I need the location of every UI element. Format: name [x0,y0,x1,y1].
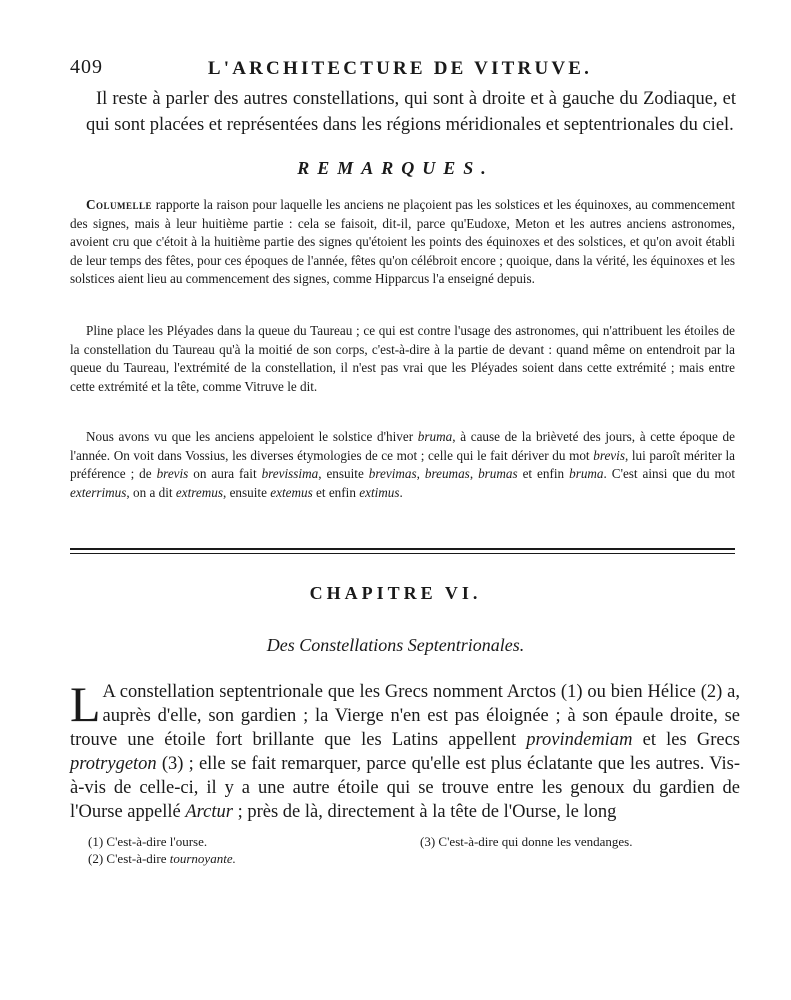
footnote-2-text: (2) C'est-à-dire [88,851,170,866]
term-extremus: extremus [175,484,223,500]
term-breumas: breumas [424,466,470,481]
term-bruma: bruma [417,429,453,444]
remark-3-text-a: Nous avons vu que les anciens appeloient le solstice d'hiver [86,429,418,444]
term-extimus: extimus [359,484,400,500]
footnotes-left-column [88,833,388,867]
body-text-d: ; près de là, directement à la tête de l'Ourse, le long [232,802,617,822]
chapter-title: CHAPITRE VI. [309,583,482,603]
term-provindemiam: provindemiam [526,730,633,750]
term-brevis: brevis [593,447,625,463]
remark-paragraph-3 [70,428,735,502]
body-text-c: (3) ; elle se fait remarquer, parce qu'elle est plus éclatante que les autres. Vis-à-vis de celle-ci, il y a une autre étoile qui se trouve entre les genoux du gardien de l'Ourse appellé [70,754,740,822]
remark-3-text-l: et enfin [312,484,360,500]
body-text-a: A constellation septentrionale que les Grecs nomment Arctos (1) ou bien Hélice (2) a, auprès d'elle, son gardien ; la Vierge n'en est pas éloignée ; à son épaule droite, se trouve une étoile fort brillante que les Latins appellent [70,682,740,750]
remark-3-text-g: , [469,466,479,481]
remark-3-text-d: on aura fait [188,466,262,481]
remark-3-text-e: , ensuite [318,466,369,481]
remark-3-text-k: , ensuite [222,484,271,500]
footnotes-right-column [420,833,740,850]
term-brumas: brumas [478,466,518,481]
footnote-1: (1) C'est-à-dire l'ourse. [88,834,208,849]
page-number: 409 [70,56,103,78]
remark-3-text-i: . C'est ainsi que du mot [603,466,736,481]
chapter-body-paragraph [70,676,740,824]
term-extemus: extemus [270,484,313,500]
term-protrygeton: protrygeton [70,754,157,774]
term-arctur: Arctur [185,802,233,822]
remark-3-text-h: et enfin [517,466,570,481]
remarks-heading: REMARQUES. [297,158,494,178]
footnote-2-term: tournoyante. [169,851,236,866]
footnote-2 [88,850,388,867]
term-brevis-2: brevis [156,466,189,481]
term-brevissima: brevissima [261,466,319,481]
intro-paragraph: Il reste à parler des autres constellations, qui sont à droite et à gauche du Zodiaque, et qui sont placées et représentées dans les régions méridionales et septentrionales du ciel. [86,89,736,135]
chapter-subtitle: Des Constellations Septentrionales. [266,635,525,655]
remark-3-text-m: . [399,484,403,500]
term-exterrimus: exterrimus [70,484,127,500]
remark-paragraph-2: Pline place les Pléyades dans la queue du Taureau ; ce qui est contre l'usage des astronomes, qui n'attribuent les étoiles de la constellation du Taureau qu'à la moitié de son corps, c'est-à-dire à la partie de devant : quand même on entendroit par la queue du Taureau, l'extrémité de la constellation, il n'est pas vrai que les Pléyades soient dans cette extrémité ; mais entre cette extrémité et la tête, comme Vitruve le dit. [70,323,735,394]
footnote-3: (3) C'est-à-dire qui donne les vendanges. [420,834,633,849]
divider-rule-thin [70,553,735,554]
divider-rule-thick [70,548,735,550]
remark-paragraph-1 [70,196,735,289]
running-title: L'ARCHITECTURE DE VITRUVE. [207,58,593,79]
remark-3-text-f: , [416,466,425,481]
remark-3-text-b: , à cause de la brièveté des jours, à cette époque de l'année. On voit dans Vossius, les diverses étymologies de ce mot ; celle qui le fait dériver du mot [70,429,735,463]
drop-cap-letter: L [70,676,101,732]
author-name: Columelle [86,197,153,212]
remark-1-text: rapporte la raison pour laquelle les anciens ne plaçoient pas les solstices et les équinoxes, au commencement des signes, mais à leur huitième partie : cela se faisoit, dit-il, parce qu'Eudoxe, Meton et les autres anciens astronomes, avoient cru que c'étoit à la huitième partie des signes qu'étoient les points des équinoxes et des solstices, et qu'on avoit établi de leur temps des fêtes, pour ces époques de l'année, fêtes qu'on célébroit encore ; quoique, dans la vérité, les équinoxes et les solstices aient lieu au commencement des signes, comme Hipparcus l'a enseigné depuis. [70,197,735,286]
remark-3-text-j: , on a dit [126,484,176,500]
body-text-b: et les Grecs [632,730,740,750]
term-bruma-2: bruma [569,466,604,481]
remark-3-text-c: , lui paroît mériter la préférence ; de [70,447,735,481]
term-brevimas: brevimas [368,466,417,481]
